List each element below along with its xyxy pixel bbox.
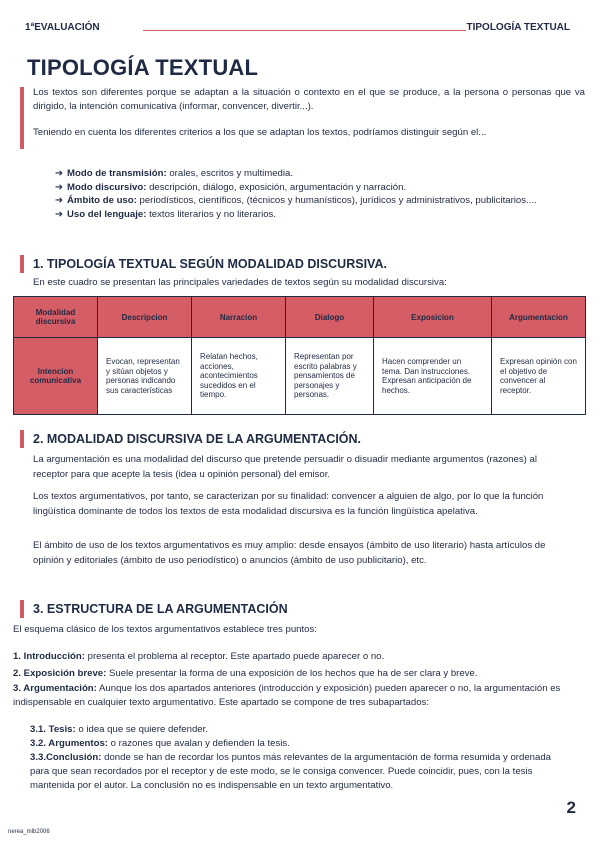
structure-item <box>13 667 588 681</box>
structure-item-label: 2. Exposición breve: <box>13 668 107 679</box>
criteria-label: Ámbito de uso: <box>67 195 137 206</box>
table-cell: Relatan hechos, acciones, acontecimientos sucedidos en el tiempo. <box>192 338 286 415</box>
page-number: 2 <box>566 798 576 817</box>
header-topic: TIPOLOGÍA TEXTUAL <box>466 22 570 33</box>
arrow-right-icon: ➔ <box>55 195 64 206</box>
criteria-text: descripción, diálogo, exposición, argumentación y narración. <box>146 181 407 193</box>
intro-paragraph-1: Los textos son diferentes porque se adaptan a la situación o contexto en el que se produce, a la persona o personas que va dirigido, la intención comunicativa (informar, convencer, divertir...). <box>33 87 585 112</box>
criteria-label: Modo de transmisión: <box>67 168 167 179</box>
structure-subitem <box>30 737 578 751</box>
section-1-accent-bar <box>20 255 24 273</box>
table-header-cell: Dialogo <box>286 297 374 338</box>
header-evaluation: 1ªEVALUACIÓN <box>25 22 100 33</box>
page-header <box>25 22 570 38</box>
structure-item-label: 3. Argumentación: <box>13 683 97 694</box>
structure-subitem-text: o razones que avalan y defienden la tesis. <box>108 738 290 749</box>
page-title: TIPOLOGÍA TEXTUAL <box>27 55 259 80</box>
table-header-cell: Exposicion <box>374 297 492 338</box>
table-header-cell: Descripcion <box>98 297 192 338</box>
criteria-item <box>55 194 575 208</box>
structure-subitem-label: 3.3.Conclusión: <box>30 752 102 763</box>
structure-subitem-label: 3.1. Tesis: <box>30 724 76 735</box>
criteria-text: periodísticos, científicos, (técnicos y humanísticos), jurídicos y administrativos, publicitarios.... <box>136 195 537 206</box>
criteria-label: Modo discursivo: <box>67 181 147 193</box>
table-header-cell: Argumentacion <box>492 297 586 338</box>
author-watermark: nerea_mlb2006 <box>8 829 50 835</box>
table-row <box>14 338 586 415</box>
table-header-row <box>14 297 586 338</box>
intro-paragraph-2: Teniendo en cuenta los diferentes criterios a los que se adaptan los textos, podríamos distinguir según el... <box>33 127 487 138</box>
section-2-paragraph-1: La argumentación es una modalidad del discurso que pretende persuadir o disuadir mediante argumentos (razones) al receptor para que acepte la tesis (idea u opinión personal) del emisor. <box>33 454 537 480</box>
arrow-right-icon: ➔ <box>55 208 64 220</box>
structure-item-text: Suele presentar la forma de una exposición de los hechos que ha de ser clara y breve. <box>106 668 478 679</box>
structure-item <box>13 650 585 664</box>
criteria-item <box>55 181 575 195</box>
section-2-paragraph-3: El ámbito de uso de los textos argumentativos es muy amplio: desde ensayos (ámbito de uso literario) hasta artículos de opinión y editoriales (ámbito de uso periodístico) o anuncios (ámbito de uso publicitario), etc. <box>33 540 546 566</box>
table-cell: Evocan, representan y sitúan objetos y personas indicando sus características <box>98 338 192 415</box>
structure-item-label: 1. Introducción: <box>13 651 85 662</box>
table-row-label: Intencion comunicativa <box>14 338 98 415</box>
table-cell: Hacen comprender un tema. Dan instrucciones. Expresan anticipación de hechos. <box>374 338 492 415</box>
criteria-text: orales, escritos y multimedia. <box>166 168 294 179</box>
structure-item-text: presenta el problema al receptor. Este apartado puede aparecer o no. <box>84 651 385 662</box>
section-2-accent-bar <box>20 430 24 448</box>
section-3-accent-bar <box>20 600 24 618</box>
structure-item-text: Aunque los dos apartados anteriores (introducción y exposición) pueden aparecer o no, la argumentación es indispensable en cualquier texto argumentativo. Este apartado se compone de tres subapartados: <box>13 683 561 708</box>
table-header-cell: Modalidad discursiva <box>14 297 98 338</box>
discursive-modes-table <box>13 296 586 415</box>
arrow-right-icon: ➔ <box>55 168 64 179</box>
section-1-title: 1. TIPOLOGÍA TEXTUAL SEGÚN MODALIDAD DISCURSIVA. <box>33 257 387 271</box>
table-cell: Expresan opinión con el objetivo de convencer al receptor. <box>492 338 586 415</box>
structure-item <box>13 682 585 710</box>
structure-subitem <box>30 751 570 793</box>
section-1-subtitle: En este cuadro se presentan las principales variedades de textos según su modalidad discursiva: <box>33 277 447 288</box>
structure-subitem <box>30 723 578 737</box>
table-header-cell: Narracion <box>192 297 286 338</box>
criteria-text: textos literarios y no literarios. <box>146 208 276 220</box>
section-2-paragraph-2: Los textos argumentativos, por tanto, se caracterizan por su finalidad: convencer a alguien de algo, por lo que la función lingüística dominante de todos los textos de esta modalidad discursiva es la función lingüística apelativa. <box>33 491 544 517</box>
arrow-right-icon: ➔ <box>55 181 64 193</box>
section-2-title: 2. MODALIDAD DISCURSIVA DE LA ARGUMENTACIÓN. <box>33 432 362 446</box>
section-3-title: 3. ESTRUCTURA DE LA ARGUMENTACIÓN <box>33 602 288 616</box>
structure-subitem-text: o idea que se quiere defender. <box>75 724 208 735</box>
structure-subitem-text: donde se han de recordar los puntos más relevantes de la argumentación de forma resumida y ordenada para que sean recordados por el receptor y de este modo, se le consiga convencer. Puede coincidir, pues, con la tesis mantenida por el autor. La conclusión no es indispensable en un texto argumentativo. <box>30 752 552 791</box>
criteria-item <box>55 208 575 222</box>
structure-subitem-label: 3.2. Argumentos: <box>30 738 109 749</box>
table-cell: Representan por escrito palabras y pensamientos de personajes y personas. <box>286 338 374 415</box>
criteria-item <box>55 167 575 181</box>
section-3-intro: El esquema clásico de los textos argumentativos establece tres puntos: <box>13 624 317 635</box>
intro-accent-bar-2 <box>20 123 24 149</box>
criteria-label: Uso del lenguaje: <box>67 208 147 220</box>
criteria-list <box>55 167 575 221</box>
header-divider <box>143 30 466 31</box>
